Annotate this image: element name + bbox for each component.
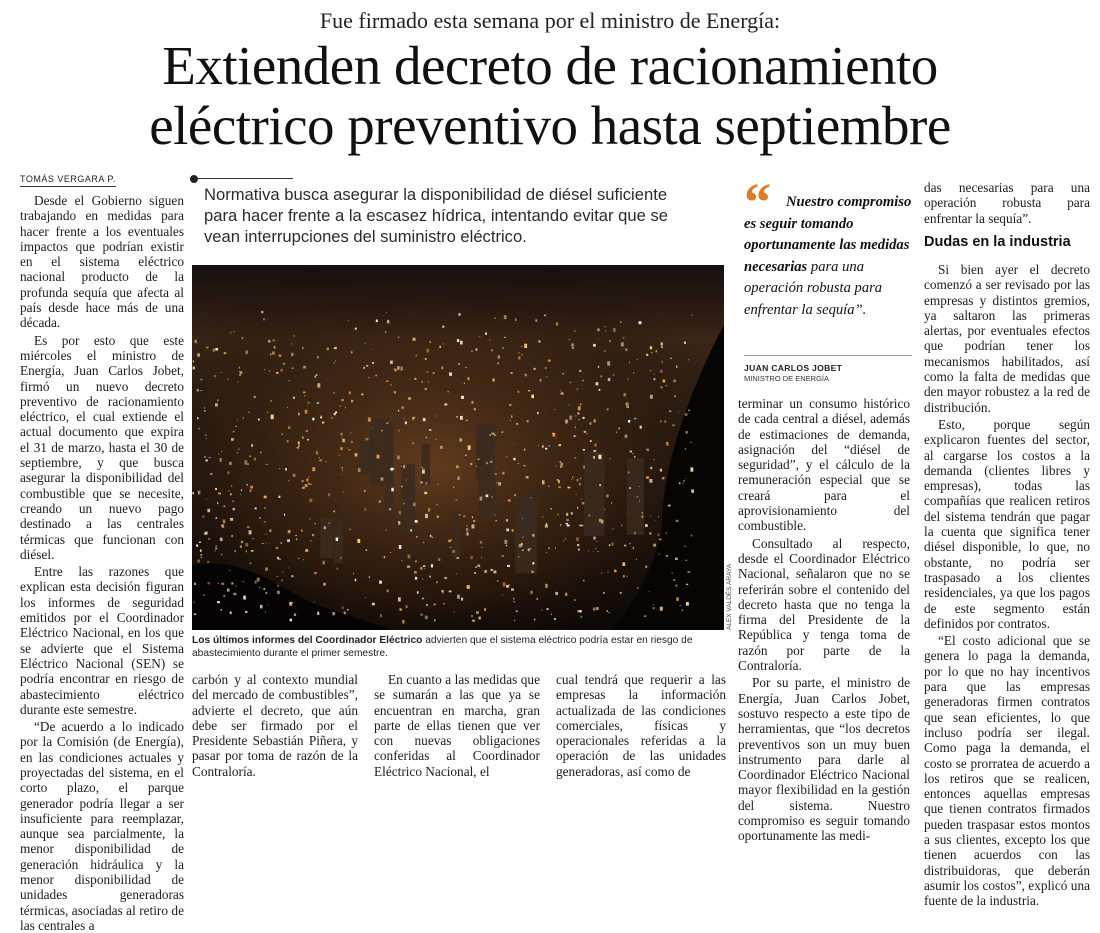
quote-author-role: MINISTRO DE ENERGÍA <box>744 374 830 383</box>
section-heading: Dudas en la industria <box>924 234 1071 250</box>
paragraph: “El costo adicional que se genera lo paga la demanda, por lo que no hay incentivos para que las empresas generadoras firmen contratos que sean eficientes, lo que incluso podría ser ilegal. Como paga la demanda, el costo se prorratea de acuerdo a los retiros que se realicen, entonces aquellas empresas que tienen contratos firmados pueden traspasar estos montos a sus clientes, excepto los que tienen acuerdos con las distribuidoras, que deberán asumir los costos”, explicó una fuente de la industria. <box>924 633 1090 909</box>
quote-divider <box>744 355 912 356</box>
quote-author: JUAN CARLOS JOBET <box>744 363 843 373</box>
paragraph: Si bien ayer el decreto comenzó a ser revisado por las empresas y distintos gremios, ya saltaron las primeras alertas, por eventuales efectos que podrían tener los mecanismos habilitados, así como la falta de medidas que den mayor robustez a la red de distribución. <box>924 262 1090 415</box>
quote-mark-icon: “ <box>744 172 771 232</box>
paragraph: Es por esto que este miércoles el ministro de Energía, Juan Carlos Jobet, firmó un nuevo decreto preventivo de racionamiento eléctrico, el cual extiende el actual documento que expira el 31 de marzo, hasta el 30 de septiembre, y que busca asegurar la disponibilidad del combustible que se necesite, creando un nuevo pago destinado a las centrales térmicas que funcionan con diésel. <box>20 332 184 562</box>
caption-text: advierten que el sistema eléctrico podría estar en riesgo de abastecimiento durante el primer semestre. <box>192 635 693 659</box>
article-column-6 <box>924 262 1090 909</box>
article-column-1 <box>20 193 184 933</box>
paragraph: Desde el Gobierno siguen trabajando en medidas para hacer frente a los eventuales impactos que podrían existir en el sistema eléctrico nacional producto de la profunda sequía que afecta al país desde hace más de una década. <box>20 193 184 331</box>
paragraph: “De acuerdo a lo indicado por la Comisión (de Energía), en las condiciones actuales y proyectadas del sistema, en el corto plazo, el parque generador podría llegar a ser insuficiente para reemplazar, aunque sea parcialmente, la menor disponibilidad de generación hidráulica y la menor disponibilidad de unidades generadoras térmicas, asociadas al retiro de las centrales a <box>20 719 184 933</box>
paragraph: En cuanto a las medidas que se sumarán a las que ya se encuentran en marcha, gran parte de ellas tienen que ver con nuevas obligaciones conferidas al Coordinador Eléctrico Nacional, el <box>374 672 540 779</box>
photo-credit: ALEX VALDÉS ARAYA <box>726 563 733 630</box>
pull-quote <box>744 192 914 321</box>
article-column-6-top <box>924 180 1090 228</box>
article-column-2 <box>192 672 358 779</box>
paragraph: Esto, porque según explicaron fuentes del sector, al cargarse los costos a la demanda (clientes libres y empresas), todas las compañías que realicen retiros del sistema tendrán que pagar la cuenta que significa tener diésel disponible, lo que, no obstante, no podría ser traspasado a los clientes residenciales, ya que los pagos de este segmento están definidos por contratos. <box>924 416 1090 631</box>
city-night-photo <box>192 265 724 630</box>
caption-bold: Los últimos informes del Coordinador Eléctrico <box>192 635 423 646</box>
city-lights-image <box>192 265 724 630</box>
quote-bold: Nuestro compromiso es seguir tomando oportunamente las medidas necesarias <box>744 194 912 275</box>
kicker: Fue firmado esta semana por el ministro de Energía: <box>319 8 781 33</box>
headline-line-2: eléctrico preventivo hasta septiembre <box>149 95 951 156</box>
paragraph: carbón y al contexto mundial del mercado de combustibles”, advierte el decreto, que aún debe ser firmado por el Presidente Sebastián Piñera, y pasar por toma de razón de la Contraloría. <box>192 672 358 779</box>
photo-caption <box>192 634 730 660</box>
subtitle: Normativa busca asegurar la disponibilidad de diésel suficiente para hacer frente a la escasez hídrica, intentando evitar que se vean interrupciones del suministro eléctrico. <box>204 185 668 246</box>
paragraph: Entre las razones que explican esta decisión figuran los informes de seguridad emitidos por el Coordinador Eléctrico Nacional, en los que se advierte que el Sistema Eléctrico Nacional (SEN) se podría encontrar en riesgo de abastecimiento eléctrico durante este semestre. <box>20 564 184 717</box>
paragraph: das necesarias para una operación robusta para enfrentar la sequía”. <box>924 180 1090 226</box>
paragraph: Consultado al respecto, desde el Coordinador Eléctrico Nacional, señalaron que no se referirán sobre el contenido del decreto hasta que no tenga la firma del Presidente de la República y tenga toma de razón por parte de la Contraloría. <box>738 535 910 674</box>
article-column-4 <box>556 672 726 779</box>
decorative-rule <box>198 178 293 179</box>
headline <box>0 36 1100 156</box>
headline-line-1: Extienden decreto de racionamiento <box>162 35 938 96</box>
article-column-5 <box>738 396 910 844</box>
paragraph: cual tendrá que requerir a las empresas la información actualizada de las condiciones comerciales, físicas y operacionales referidas a la operación de las unidades generadoras, así como de <box>556 672 726 779</box>
paragraph: Por su parte, el ministro de Energía, Juan Carlos Jobet, sostuvo respecto a este tipo de herramientas, que “los decretos preventivos son un muy buen instrumento para darle al Coordinador Eléctrico Nacional mayor flexibilidad en la gestión del sistema. Nuestro compromiso es seguir tomando oportunamente las medi- <box>738 675 910 844</box>
byline: TOMÁS VERGARA P. <box>20 174 116 187</box>
paragraph: terminar un consumo histórico de cada central a diésel, además de estimaciones de demanda, asignación del “diésel de seguridad”, y el cálculo de la remuneración especial que se creará para el aprovisionamiento del combustible. <box>738 396 910 534</box>
decorative-dot <box>190 175 198 183</box>
article-column-3 <box>374 672 540 779</box>
quote-text: para una operación robusta para enfrentar la sequía”. <box>744 258 883 318</box>
